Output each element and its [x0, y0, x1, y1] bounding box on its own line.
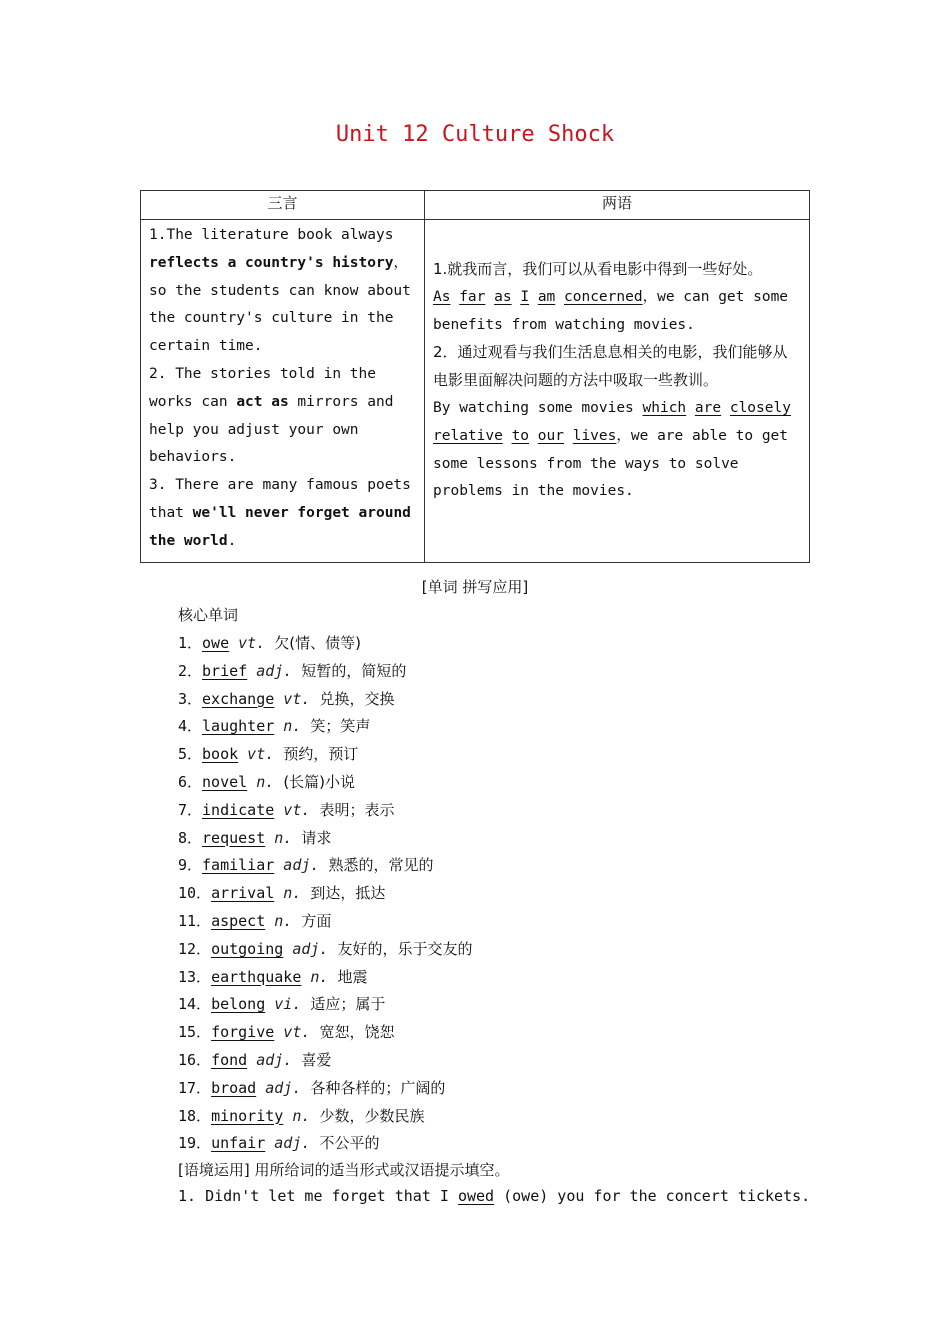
item-number: 4． [178, 717, 203, 736]
list-item [178, 797, 473, 825]
item-number: 11． [178, 911, 212, 930]
vocab-word: book [202, 745, 239, 764]
part-of-speech: vt. [274, 800, 320, 819]
vocab-word: earthquake [211, 967, 302, 986]
context-instruction: [语境运用] 用所给词的适当形式或汉语提示填空。 [178, 1161, 510, 1179]
item-number: 8． [178, 828, 203, 847]
item-number: 5． [178, 745, 203, 764]
vocab-word: minority [211, 1106, 284, 1125]
list-item [178, 1103, 473, 1131]
list-item [178, 964, 473, 992]
answer-word: as [494, 288, 512, 305]
item-number: 17． [178, 1078, 212, 1097]
list-item [178, 630, 473, 658]
word-list [178, 630, 473, 1158]
part-of-speech: adj. [256, 1078, 311, 1097]
table-header-right: 两语 [425, 191, 810, 220]
answer-word: which [642, 399, 687, 416]
answer-word: am [537, 288, 556, 305]
part-of-speech: adj. [247, 661, 302, 680]
item-number: 18． [178, 1106, 212, 1125]
answer-word: lives [572, 427, 617, 444]
item-number: 19． [178, 1134, 212, 1153]
example-after: (owe) you for the concert tickets. [494, 1187, 811, 1205]
part-of-speech: adj. [274, 856, 329, 875]
word-meaning: 不公平的 [319, 1134, 380, 1153]
answer-word: closely [729, 399, 791, 416]
list-item [178, 1019, 473, 1047]
sentence-text: 2. The stories told in the works can [149, 365, 376, 410]
word-meaning: 熟悉的，常见的 [328, 856, 434, 875]
vocab-word: owe [202, 634, 230, 652]
list-item [178, 658, 473, 686]
sentence-text [564, 428, 573, 444]
vocab-word: familiar [202, 856, 275, 875]
list-item [178, 936, 473, 964]
item-number: 12． [178, 939, 212, 958]
part-of-speech: vt. [274, 689, 320, 708]
word-meaning: 到达，抵达 [310, 884, 386, 903]
item-number: 16． [178, 1050, 212, 1069]
list-item [178, 825, 473, 853]
part-of-speech: vt. [229, 634, 275, 652]
sentence-text: 1.The literature book always [149, 227, 394, 243]
vocab-word: request [202, 828, 266, 847]
vocab-word: indicate [202, 800, 275, 819]
vocab-word: laughter [202, 717, 275, 736]
left-sentences [149, 222, 416, 556]
vocab-word: broad [211, 1078, 257, 1097]
chinese-sentence: 1.就我而言，我们可以从看电影中得到一些好处。 [433, 260, 763, 278]
word-meaning: 友好的，乐于交友的 [337, 939, 473, 958]
list-item [178, 769, 473, 797]
word-meaning: 少数，少数民族 [319, 1106, 425, 1125]
item-number: 6． [178, 772, 203, 791]
answer-word: I [520, 288, 530, 305]
page-title: Unit 12 Culture Shock [335, 122, 615, 147]
list-item [178, 991, 473, 1019]
word-meaning: 适应；属于 [310, 995, 386, 1014]
english-sentence [433, 395, 801, 506]
sentence-text: ，we can get some benefits from watching movies. [433, 288, 789, 333]
vocab-word: exchange [202, 689, 275, 708]
sentence-text [529, 289, 538, 305]
word-meaning: 喜爱 [301, 1050, 332, 1069]
part-of-speech: n. [283, 1106, 320, 1125]
right-sentences [433, 256, 801, 506]
word-meaning: 地震 [337, 967, 368, 986]
sentence-text [529, 428, 538, 444]
sentence-text: . [227, 532, 237, 549]
item-number: 7． [178, 800, 203, 819]
left-sentence [149, 472, 416, 555]
list-item [178, 880, 473, 908]
key-phrase: act as [236, 393, 289, 410]
left-sentence [149, 361, 416, 472]
part-of-speech: n. [247, 772, 284, 791]
example-answer: owed [457, 1187, 495, 1205]
answer-word: our [537, 427, 564, 444]
list-item [178, 1130, 473, 1158]
part-of-speech: vt. [238, 745, 284, 764]
example-sentence [178, 1187, 810, 1205]
item-number: 10． [178, 884, 212, 903]
vocab-word: aspect [211, 911, 266, 930]
part-of-speech: n. [265, 828, 302, 847]
sentence-text: mirrors and help you adjust your own behaviors. [149, 393, 394, 466]
word-meaning: (长篇)小说 [283, 772, 356, 791]
part-of-speech: n. [274, 717, 311, 736]
answer-word: relative [433, 427, 503, 444]
word-meaning: 方面 [301, 911, 332, 930]
part-of-speech: adj. [283, 939, 338, 958]
table-header-left: 三言 [141, 191, 425, 220]
list-item [178, 908, 473, 936]
item-number: 9． [178, 856, 203, 875]
vocab-word: fond [211, 1050, 248, 1069]
sentence-text: 3. There are many famous poets that [149, 477, 411, 521]
vocab-word: arrival [211, 884, 275, 903]
phrase-table [140, 190, 810, 563]
sentence-text: By watching some movies [433, 399, 643, 416]
vocab-word: forgive [211, 1023, 275, 1042]
table-left-cell [141, 220, 425, 563]
sentence-text [555, 289, 564, 305]
list-item [178, 686, 473, 714]
list-item [178, 1075, 473, 1103]
list-item [178, 1047, 473, 1075]
part-of-speech: adj. [247, 1050, 302, 1069]
list-item [178, 741, 473, 769]
vocab-word: belong [211, 995, 266, 1014]
vocab-word: novel [202, 772, 248, 791]
word-meaning: 表明；表示 [319, 800, 395, 819]
left-sentence [149, 222, 416, 361]
vocab-word: brief [202, 661, 248, 680]
answer-word: As [433, 288, 451, 305]
item-number: 14． [178, 995, 212, 1014]
word-meaning: 预约，预订 [283, 745, 359, 764]
item-number: 3． [178, 689, 203, 708]
word-meaning: 笑；笑声 [310, 717, 371, 736]
vocab-word: outgoing [211, 939, 284, 958]
part-of-speech: vi. [265, 995, 311, 1014]
item-number: 2． [178, 661, 203, 680]
answer-word: far [459, 288, 486, 305]
example-before: 1. Didn't let me forget that I [178, 1187, 458, 1205]
core-words-label: 核心单词 [178, 606, 239, 624]
part-of-speech: vt. [274, 1023, 320, 1042]
vocab-word: unfair [211, 1134, 266, 1153]
sentence-text [450, 289, 459, 305]
word-meaning: 请求 [301, 828, 332, 847]
word-meaning: 短暂的，简短的 [301, 661, 407, 680]
item-number: 1． [178, 634, 203, 652]
word-meaning: 欠(情、债等) [274, 634, 361, 652]
answer-word: are [694, 399, 722, 416]
sentence-text [686, 400, 695, 416]
part-of-speech: adj. [265, 1134, 320, 1153]
chinese-sentence: 2．通过观看与我们生活息息相关的电影，我们能够从电影里面解决问题的方法中吸取一些教训。 [433, 343, 788, 390]
key-phrase: reflects a country's history [149, 254, 394, 271]
table-right-cell [425, 220, 810, 563]
word-meaning: 兑换，交换 [319, 689, 395, 708]
section-heading: [单词 拼写应用] [421, 578, 529, 596]
list-item [178, 852, 473, 880]
answer-word: concerned [564, 288, 643, 305]
word-meaning: 宽恕，饶恕 [319, 1023, 395, 1042]
item-number: 15． [178, 1023, 212, 1042]
key-phrase: we'll never forget around the world [149, 504, 411, 549]
word-meaning: 各种各样的；广阔的 [310, 1078, 446, 1097]
part-of-speech: n. [274, 884, 311, 903]
item-number: 13． [178, 967, 212, 986]
answer-word: to [511, 427, 530, 444]
part-of-speech: n. [265, 911, 302, 930]
sentence-text [721, 400, 730, 416]
list-item [178, 713, 473, 741]
english-sentence [433, 284, 801, 340]
sentence-text: ，so the students can know about the country's culture in the certain time. [149, 254, 411, 355]
sentence-text: ，we are able to get some lessons from the ways to solve problems in the movies. [433, 427, 789, 500]
sentence-text [503, 428, 512, 444]
part-of-speech: n. [301, 967, 338, 986]
sentence-text [485, 289, 494, 305]
